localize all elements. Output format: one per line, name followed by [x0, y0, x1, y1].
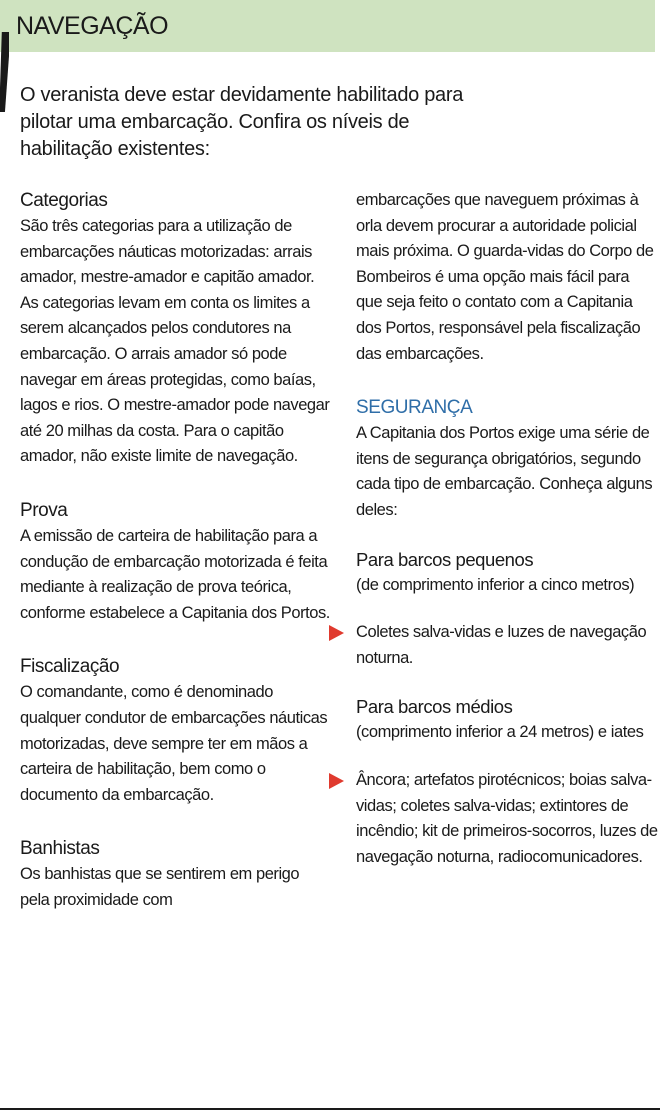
barcos-medios-detail: (comprimento inferior a 24 metros) e iates	[356, 723, 644, 742]
prova-title: Prova	[20, 499, 68, 521]
categorias-body: São três categorias para a utilização de embarcações náuticas motorizadas: arrais amador, mestre-amador e capitão amador. As categorias levam em conta os limites a serem alcançados pelos condutores na embarcação. O arrais amador só pode navegar em áreas protegidas, como baías, lagos e rios. O mestre-amador pode navegar até 20 milhas da costa. Para o capitão amador, não existe limite de navegação.	[20, 217, 330, 466]
banhistas-body-continued: embarcações que naveguem próximas à orla devem procurar a autoridade policial mais próxima. O guarda-vidas do Corpo de Bombeiros é uma opção mais fácil para que seja feito o contato com a Capitania dos Portos, responsável pela fiscalização das embarcações.	[356, 191, 654, 363]
fiscalizacao-title: Fiscalização	[20, 656, 120, 678]
section-header	[0, 0, 655, 52]
banhistas-title: Banhistas	[20, 838, 100, 860]
left-column	[20, 188, 330, 913]
triangle-bullet-icon	[329, 625, 344, 641]
prova-body: A emissão de carteira de habilitação para a condução de embarcação motorizada é feita mediante à realização de prova teórica, conforme estabelece a Capitania dos Portos.	[20, 526, 330, 622]
barcos-pequenos-detail: (de comprimento inferior a cinco metros)	[356, 575, 635, 594]
seguranca-body: A Capitania dos Portos exige uma série de itens de segurança obrigatórios, segundo cada tipo de embarcação. Conheça alguns deles:	[356, 424, 653, 519]
right-column	[356, 188, 658, 870]
banhistas-body: Os banhistas que se sentirem em perigo pela proximidade com	[20, 865, 300, 909]
barcos-medios-title: Para barcos médios	[356, 696, 513, 718]
barcos-pequenos-item	[356, 620, 658, 671]
barcos-medios-bullet: Âncora; artefatos pirotécnicos; boias salva-vidas; coletes salva-vidas; extintores de incêndio; kit de primeiros-socorros, luzes de navegação noturna, radiocomunicadores.	[356, 770, 658, 866]
barcos-pequenos-bullet: Coletes salva-vidas e luzes de navegação noturna.	[356, 623, 647, 667]
barcos-medios-item	[356, 768, 658, 870]
bottom-divider	[0, 1108, 660, 1110]
fiscalizacao-body: O comandante, como é denominado qualquer condutor de embarcações náuticas motorizadas, deve sempre ter em mãos a carteira de habilitação, bem como o documento da embarcação.	[20, 683, 328, 804]
triangle-bullet-icon	[329, 773, 344, 789]
section-title: NAVEGAÇÃO	[16, 12, 169, 40]
seguranca-title: SEGURANÇA	[356, 397, 473, 419]
categorias-title: Categorias	[20, 190, 108, 211]
barcos-pequenos-title: Para barcos pequenos	[356, 548, 534, 570]
intro-text: O veranista deve estar devidamente habilitado para pilotar uma embarcação. Confira os níveis de habilitação existentes:	[20, 84, 464, 160]
